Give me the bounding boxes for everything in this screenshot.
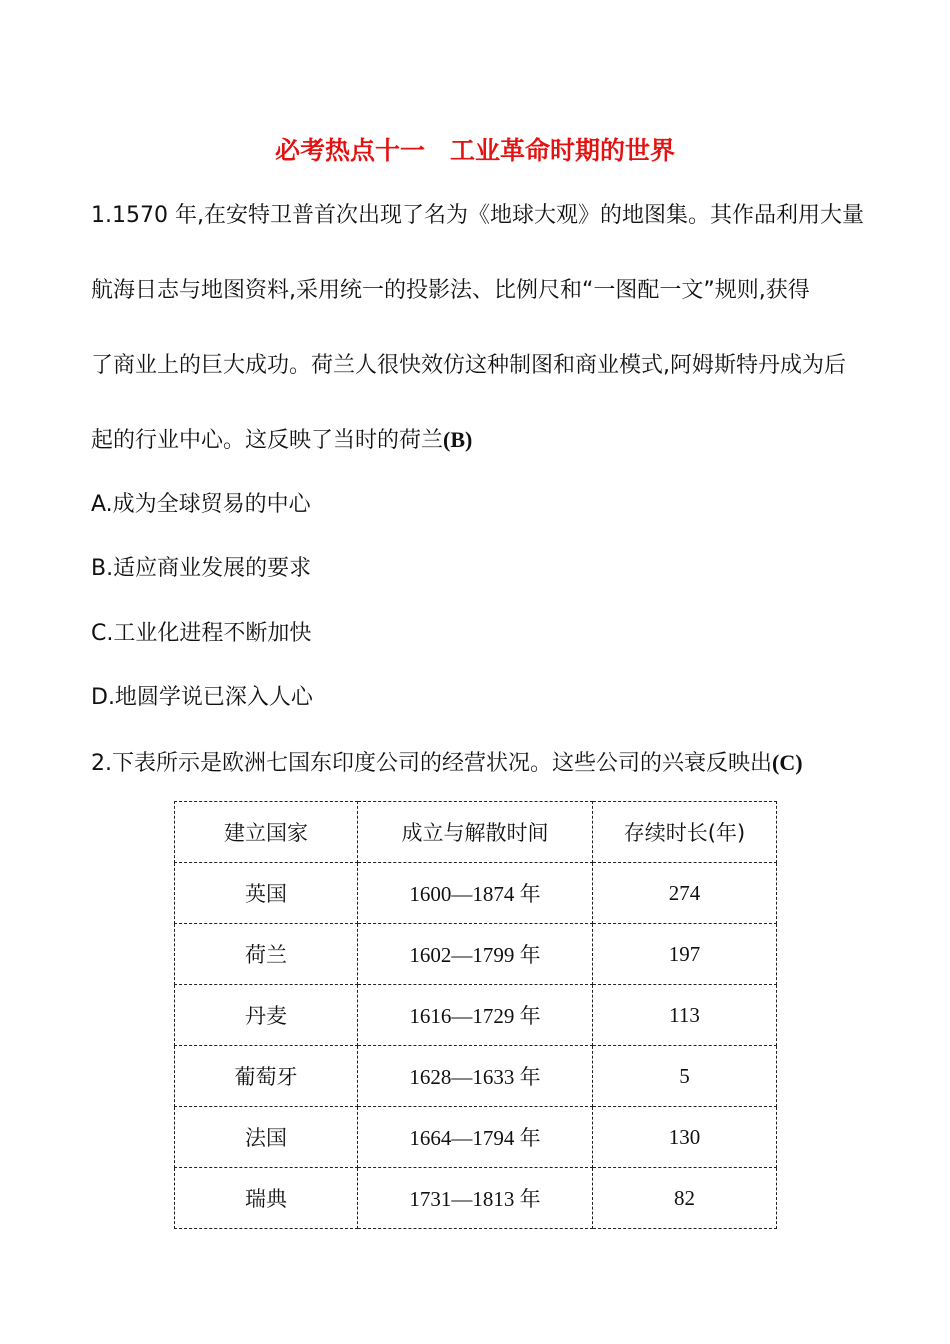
cell-period: 1602—1799 年 bbox=[358, 924, 593, 985]
cell-duration: 5 bbox=[593, 1046, 777, 1107]
q2-answer: (C) bbox=[772, 750, 803, 775]
q1-stem-text: 起的行业中心。这反映了当时的荷兰 bbox=[91, 428, 444, 453]
q1-option-b: B.适应商业发展的要求 bbox=[91, 556, 312, 581]
cell-duration: 130 bbox=[593, 1107, 777, 1168]
q2-stem-text: 2.下表所示是欧洲七国东印度公司的经营状况。这些公司的兴衰反映出 bbox=[91, 751, 772, 776]
company-table bbox=[174, 801, 777, 1229]
cell-country: 法国 bbox=[175, 1107, 358, 1168]
cell-period: 1600—1874 年 bbox=[358, 863, 593, 924]
table-row bbox=[175, 924, 777, 985]
cell-period: 1664—1794 年 bbox=[358, 1107, 593, 1168]
cell-country: 荷兰 bbox=[175, 924, 358, 985]
table-row bbox=[175, 1168, 777, 1229]
table-row bbox=[175, 1046, 777, 1107]
cell-country: 英国 bbox=[175, 863, 358, 924]
cell-duration: 113 bbox=[593, 985, 777, 1046]
q1-stem-line-2: 航海日志与地图资料,采用统一的投影法、比例尺和“一图配一文”规则,获得 bbox=[91, 278, 810, 303]
table-row bbox=[175, 863, 777, 924]
q1-option-d: D.地圆学说已深入人心 bbox=[91, 685, 313, 710]
cell-country: 瑞典 bbox=[175, 1168, 358, 1229]
page-title: 必考热点十一 工业革命时期的世界 bbox=[274, 136, 675, 165]
table-header-row bbox=[175, 802, 777, 863]
cell-country: 丹麦 bbox=[175, 985, 358, 1046]
header-period: 成立与解散时间 bbox=[358, 802, 593, 863]
q1-option-c: C.工业化进程不断加快 bbox=[91, 621, 312, 646]
cell-period: 1616—1729 年 bbox=[358, 985, 593, 1046]
header-country: 建立国家 bbox=[175, 802, 358, 863]
header-duration: 存续时长(年) bbox=[593, 802, 777, 863]
cell-duration: 82 bbox=[593, 1168, 777, 1229]
cell-country: 葡萄牙 bbox=[175, 1046, 358, 1107]
q1-answer: (B) bbox=[443, 427, 473, 452]
cell-duration: 274 bbox=[593, 863, 777, 924]
q1-stem-line-4 bbox=[91, 425, 472, 456]
q2-stem-line bbox=[91, 748, 803, 779]
cell-period: 1628—1633 年 bbox=[358, 1046, 593, 1107]
table-row bbox=[175, 985, 777, 1046]
cell-period: 1731—1813 年 bbox=[358, 1168, 593, 1229]
q1-stem-line-3: 了商业上的巨大成功。荷兰人很快效仿这种制图和商业模式,阿姆斯特丹成为后 bbox=[91, 353, 846, 378]
q1-stem-line-1: 1.1570 年,在安特卫普首次出现了名为《地球大观》的地图集。其作品利用大量 bbox=[91, 203, 864, 228]
table-row bbox=[175, 1107, 777, 1168]
q1-option-a: A.成为全球贸易的中心 bbox=[91, 492, 311, 517]
cell-duration: 197 bbox=[593, 924, 777, 985]
